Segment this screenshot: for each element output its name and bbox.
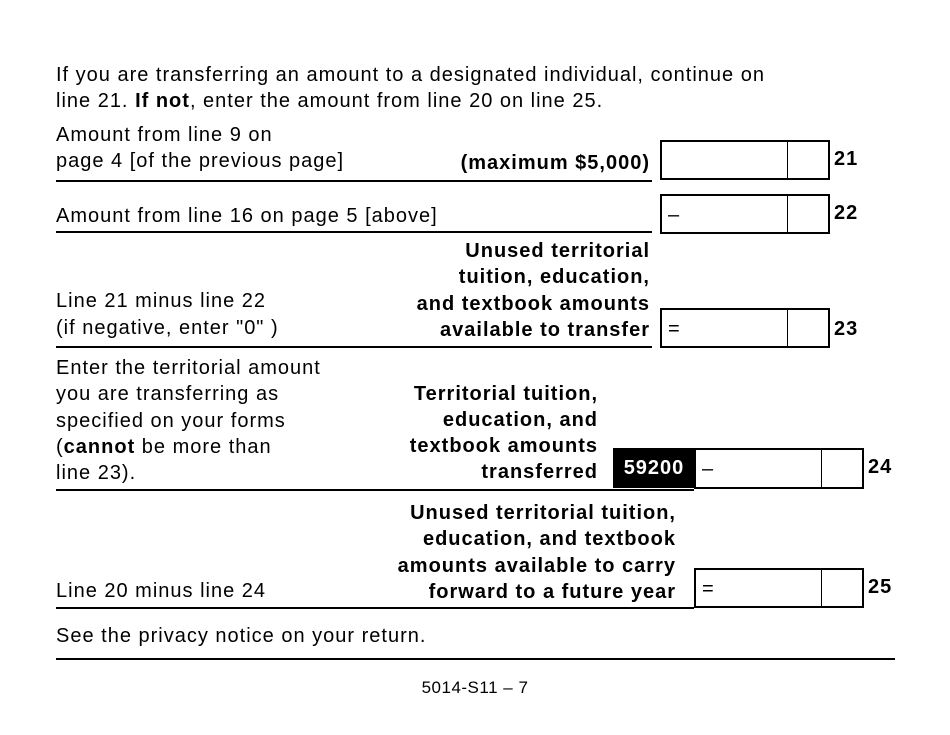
line-24-label-5: line 23).	[56, 462, 137, 484]
intro-line-2	[56, 88, 603, 114]
line-24-label-4-open: (	[56, 436, 64, 458]
intro-line-1: If you are transferring an amount to a designated individual, continue on	[56, 64, 765, 86]
line-25-operator: =	[702, 578, 715, 600]
line-25-number: 25	[868, 576, 893, 598]
line-21-cents-divider	[787, 142, 788, 178]
line-24-desc-2: education, and	[442, 409, 598, 431]
line-24-label-4	[56, 434, 272, 460]
line-23-label-2: (if negative, enter "0" )	[56, 317, 279, 339]
line-24-label-2: you are transferring as	[56, 383, 280, 405]
line-25-label: Line 20 minus line 24	[56, 580, 267, 602]
line-23-operator: =	[668, 318, 681, 340]
line-22-amount-field[interactable]	[660, 194, 830, 234]
line-25-desc-1: Unused territorial tuition,	[410, 502, 676, 524]
intro-line-2-prefix: line 21.	[56, 90, 136, 112]
line-21-number: 21	[834, 148, 859, 170]
line-23-amount-field[interactable]	[660, 308, 830, 348]
line-25-desc-3: amounts available to carry	[397, 555, 676, 577]
line-23-cents-divider	[787, 310, 788, 346]
line-25-amount-field[interactable]	[694, 568, 864, 608]
line-24-label-1: Enter the territorial amount	[56, 357, 321, 379]
line-24-rule	[56, 489, 694, 491]
line-21-rule	[56, 180, 652, 182]
privacy-notice: See the privacy notice on your return.	[56, 625, 427, 647]
line-24-cents-divider	[821, 450, 822, 487]
line-24-label-3: specified on your forms	[56, 410, 286, 432]
form-footer: 5014-S11 – 7	[421, 678, 529, 697]
line-24-desc-4: transferred	[481, 461, 598, 483]
intro-line-2-suffix: , enter the amount from line 20 on line 25.	[189, 90, 604, 112]
line-21-amount-field[interactable]	[660, 140, 830, 180]
line-24-operator: –	[702, 458, 715, 480]
line-23-desc-3: and textbook amounts	[416, 293, 650, 315]
line-23-number: 23	[834, 318, 859, 340]
line-23-rule	[56, 346, 652, 348]
line-22-cents-divider	[787, 196, 788, 232]
line-24-amount-field[interactable]	[694, 448, 864, 489]
line-21-maximum-note: (maximum $5,000)	[460, 152, 650, 174]
line-24-cannot: cannot	[63, 436, 136, 458]
line-25-desc-4: forward to a future year	[428, 581, 676, 603]
privacy-rule	[56, 658, 895, 660]
line-24-number: 24	[868, 456, 893, 478]
line-25-cents-divider	[821, 570, 822, 606]
intro-if-not: If not	[135, 90, 190, 112]
line-22-number: 22	[834, 202, 859, 224]
line-22-rule	[56, 231, 652, 233]
line-24-code-badge: 59200	[613, 448, 695, 488]
line-24-label-4-rest: be more than	[135, 436, 272, 458]
line-23-desc-2: tuition, education,	[458, 266, 650, 288]
line-23-desc-1: Unused territorial	[465, 240, 650, 262]
line-24-desc-1: Territorial tuition,	[413, 383, 598, 405]
line-25-rule	[56, 607, 694, 609]
line-24-desc-3: textbook amounts	[409, 435, 598, 457]
line-23-label-1: Line 21 minus line 22	[56, 290, 267, 312]
line-21-label-1: Amount from line 9 on	[56, 124, 273, 146]
line-25-desc-2: education, and textbook	[422, 528, 676, 550]
line-21-label-2: page 4 [of the previous page]	[56, 150, 345, 172]
line-22-operator: –	[668, 204, 681, 226]
line-23-desc-4: available to transfer	[440, 319, 650, 341]
line-22-label: Amount from line 16 on page 5 [above]	[56, 205, 438, 227]
